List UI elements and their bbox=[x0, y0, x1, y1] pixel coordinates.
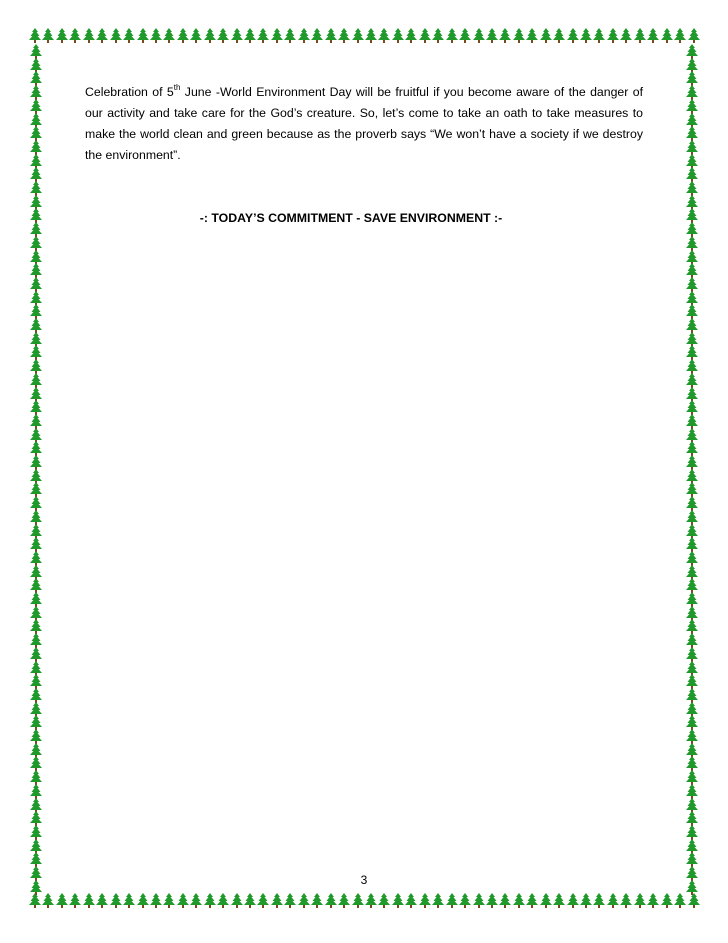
tree-icon bbox=[338, 893, 350, 908]
tree-icon bbox=[110, 28, 122, 43]
tree-icon bbox=[352, 893, 364, 908]
tree-icon bbox=[540, 28, 552, 43]
tree-icon bbox=[177, 28, 189, 43]
tree-icon bbox=[244, 893, 256, 908]
tree-icon bbox=[526, 28, 538, 43]
tree-icon bbox=[486, 893, 498, 908]
tree-icon bbox=[540, 893, 552, 908]
tree-icon bbox=[459, 893, 471, 908]
tree-icon bbox=[446, 893, 458, 908]
tree-border-top bbox=[28, 28, 700, 44]
paragraph-rest: June -World Environment Day will be fruitful if you become aware of the danger of our activity and take care for the God’s creature. So, let’s come to take an oath to take measures to make the world clean and green because as the proverb says “We won’t have a society if we destroy the environment”. bbox=[85, 85, 643, 162]
tree-icon bbox=[419, 893, 431, 908]
tree-icon bbox=[123, 893, 135, 908]
tree-icon bbox=[553, 893, 565, 908]
tree-icon bbox=[553, 28, 565, 43]
tree-icon bbox=[257, 893, 269, 908]
tree-icon bbox=[674, 28, 686, 43]
tree-icon bbox=[190, 28, 202, 43]
tree-icon bbox=[30, 880, 42, 895]
tree-icon bbox=[661, 893, 673, 908]
tree-icon bbox=[204, 893, 216, 908]
tree-icon bbox=[217, 28, 229, 43]
tree-icon bbox=[634, 28, 646, 43]
tree-icon bbox=[298, 893, 310, 908]
tree-icon bbox=[177, 893, 189, 908]
tree-icon bbox=[190, 893, 202, 908]
tree-icon bbox=[607, 28, 619, 43]
tree-icon bbox=[593, 28, 605, 43]
tree-icon bbox=[567, 28, 579, 43]
tree-icon bbox=[352, 28, 364, 43]
tree-icon bbox=[217, 893, 229, 908]
tree-icon bbox=[446, 28, 458, 43]
tree-icon bbox=[392, 893, 404, 908]
tree-icon bbox=[257, 28, 269, 43]
tree-icon bbox=[378, 28, 390, 43]
tree-icon bbox=[29, 893, 41, 908]
tree-icon bbox=[419, 28, 431, 43]
tree-icon bbox=[83, 893, 95, 908]
body-text bbox=[85, 82, 643, 166]
tree-icon bbox=[271, 28, 283, 43]
tree-icon bbox=[137, 28, 149, 43]
tree-icon bbox=[123, 28, 135, 43]
tree-icon bbox=[499, 893, 511, 908]
tree-icon bbox=[42, 893, 54, 908]
tree-icon bbox=[513, 893, 525, 908]
tree-icon bbox=[244, 28, 256, 43]
tree-icon bbox=[298, 28, 310, 43]
tree-icon bbox=[580, 893, 592, 908]
tree-icon bbox=[311, 28, 323, 43]
tree-icon bbox=[378, 893, 390, 908]
tree-icon bbox=[338, 28, 350, 43]
tree-icon bbox=[42, 28, 54, 43]
tree-icon bbox=[110, 893, 122, 908]
tree-icon bbox=[365, 893, 377, 908]
tree-icon bbox=[688, 893, 700, 908]
tree-icon bbox=[432, 893, 444, 908]
tree-icon bbox=[284, 893, 296, 908]
tree-border-left bbox=[28, 44, 44, 893]
tree-icon bbox=[674, 893, 686, 908]
tree-icon bbox=[607, 893, 619, 908]
tree-icon bbox=[231, 893, 243, 908]
tree-icon bbox=[499, 28, 511, 43]
tree-icon bbox=[473, 893, 485, 908]
tree-icon bbox=[204, 28, 216, 43]
tree-icon bbox=[686, 880, 698, 895]
tree-icon bbox=[284, 28, 296, 43]
tree-icon bbox=[311, 893, 323, 908]
tree-icon bbox=[405, 893, 417, 908]
tree-icon bbox=[96, 28, 108, 43]
tree-icon bbox=[96, 893, 108, 908]
tree-icon bbox=[137, 893, 149, 908]
celebration-paragraph bbox=[85, 82, 643, 166]
tree-icon bbox=[56, 28, 68, 43]
tree-icon bbox=[473, 28, 485, 43]
tree-icon bbox=[634, 893, 646, 908]
tree-icon bbox=[620, 893, 632, 908]
tree-icon bbox=[405, 28, 417, 43]
tree-icon bbox=[647, 893, 659, 908]
tree-icon bbox=[150, 893, 162, 908]
tree-icon bbox=[661, 28, 673, 43]
tree-icon bbox=[432, 28, 444, 43]
commitment-heading bbox=[85, 209, 643, 227]
tree-icon bbox=[325, 28, 337, 43]
page-number: 3 bbox=[360, 873, 368, 887]
tree-icon bbox=[459, 28, 471, 43]
tree-icon bbox=[231, 28, 243, 43]
tree-icon bbox=[567, 893, 579, 908]
tree-icon bbox=[526, 893, 538, 908]
tree-icon bbox=[365, 28, 377, 43]
tree-icon bbox=[593, 893, 605, 908]
tree-icon bbox=[486, 28, 498, 43]
tree-icon bbox=[325, 893, 337, 908]
tree-icon bbox=[392, 28, 404, 43]
tree-icon bbox=[69, 893, 81, 908]
tree-icon bbox=[580, 28, 592, 43]
tree-icon bbox=[69, 28, 81, 43]
tree-icon bbox=[163, 28, 175, 43]
tree-icon bbox=[56, 893, 68, 908]
tree-icon bbox=[647, 28, 659, 43]
commitment-heading-text: -: TODAY’S COMMITMENT - SAVE ENVIRONMENT :- bbox=[199, 211, 503, 225]
tree-icon bbox=[150, 28, 162, 43]
ordinal-superscript: th bbox=[173, 82, 181, 92]
tree-icon bbox=[688, 28, 700, 43]
paragraph-start: Celebration of 5 bbox=[85, 85, 174, 99]
tree-icon bbox=[271, 893, 283, 908]
tree-border-right bbox=[684, 44, 700, 893]
tree-border-bottom bbox=[28, 893, 700, 909]
tree-icon bbox=[29, 28, 41, 43]
tree-icon bbox=[620, 28, 632, 43]
tree-icon bbox=[83, 28, 95, 43]
tree-icon bbox=[163, 893, 175, 908]
tree-icon bbox=[513, 28, 525, 43]
